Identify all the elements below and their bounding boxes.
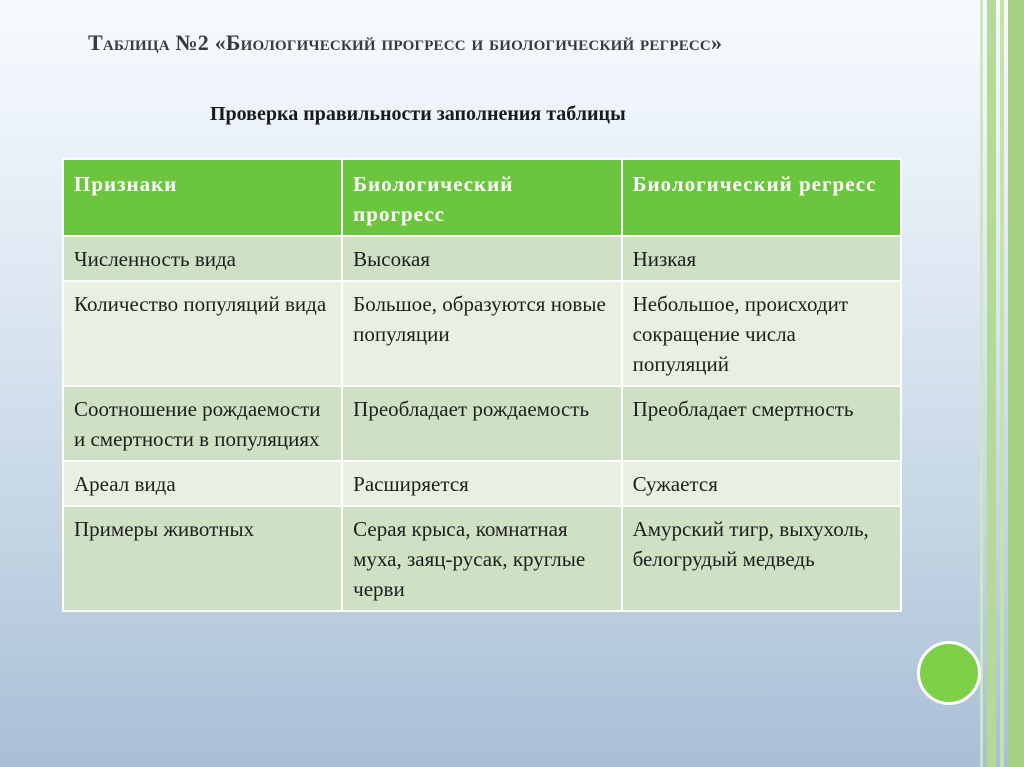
table-cell: Примеры животных: [63, 506, 342, 611]
table-row: [63, 461, 901, 506]
comparison-table: [62, 158, 902, 612]
table-cell: Количество популяций вида: [63, 281, 342, 386]
table-cell: Большое, образуются новые популяции: [342, 281, 621, 386]
table-row: [63, 386, 901, 461]
table-cell: Преобладает смертность: [622, 386, 901, 461]
table-cell: Соотношение рождаемости и смертности в популяциях: [63, 386, 342, 461]
stripe: [980, 0, 983, 767]
table-cell: Преобладает рождаемость: [342, 386, 621, 461]
table-cell: Сужается: [622, 461, 901, 506]
header-cell: Биологический регресс: [622, 159, 901, 236]
table-header-row: [63, 159, 901, 236]
header-cell: Биологический прогресс: [342, 159, 621, 236]
decorative-circle: [917, 641, 981, 705]
table-cell: Расширяется: [342, 461, 621, 506]
decorative-side-stripes: [980, 0, 1024, 767]
table-cell: Амурский тигр, выхухоль, белогрудый медведь: [622, 506, 901, 611]
slide-subtitle: Проверка правильности заполнения таблицы: [210, 103, 626, 125]
table-cell: Небольшое, происходит сокращение числа популяций: [622, 281, 901, 386]
table-row: [63, 281, 901, 386]
slide-title: Таблица №2 «Биологический прогресс и биологический регресс»: [88, 30, 723, 55]
table-cell: Низкая: [622, 236, 901, 281]
table-cell: Высокая: [342, 236, 621, 281]
stripe: [1000, 0, 1004, 767]
table-cell: Ареал вида: [63, 461, 342, 506]
stripe: [1008, 0, 1024, 767]
table-cell: Серая крыса, комнатная муха, заяц-русак, круглые черви: [342, 506, 621, 611]
table-row: [63, 506, 901, 611]
header-cell: Признаки: [63, 159, 342, 236]
table-row: [63, 236, 901, 281]
table-cell: Численность вида: [63, 236, 342, 281]
stripe: [987, 0, 996, 767]
